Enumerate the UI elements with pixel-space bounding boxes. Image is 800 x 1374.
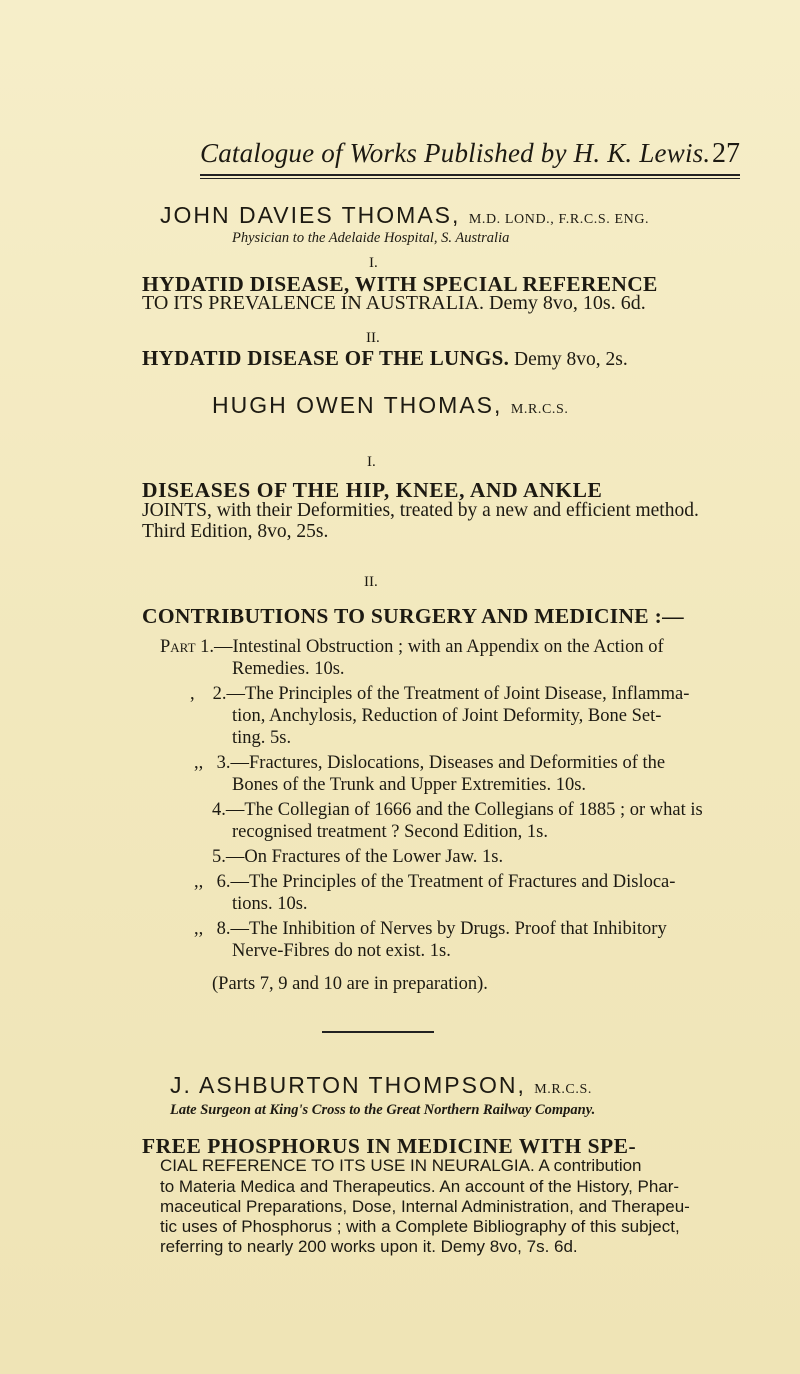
list-item [190,684,689,705]
header-rule-top [200,174,740,176]
header-title: Catalogue of Works Published by H. K. Lewis. [200,138,711,168]
part-prefix: , [190,684,195,704]
running-header [200,138,740,172]
author-name [160,202,649,229]
work-details: referring to nearly 200 works upon it. Demy 8vo, 7s. 6d. [160,1237,578,1256]
list-item [212,847,503,868]
page-number: 27 [712,138,740,169]
work-details: maceutical Preparations, Dose, Internal Administration, and Therapeu- [160,1197,690,1216]
part-prefix: Part [160,637,196,657]
part-prefix: ,, [194,919,204,939]
list-item [194,872,675,893]
work-details: Third Edition, 8vo, 25s. [142,521,329,542]
work-details: TO ITS PREVALENCE IN AUSTRALIA. Demy 8vo, 10s. 6d. [142,292,646,314]
part-text: —The Principles of the Treatment of Joint Disease, Inflamma- [226,684,690,704]
work-numeral: II. [366,330,380,346]
list-item-continuation: tions. 10s. [232,894,308,914]
part-number: 3. [216,753,231,773]
work-details: CIAL REFERENCE TO ITS USE IN NEURALGIA. A contribution [160,1156,642,1175]
work-numeral: II. [364,574,378,590]
list-item [194,919,667,940]
work-details: Demy 8vo, 2s. [514,349,628,370]
part-number: 8. [216,919,231,939]
part-text: —The Inhibition of Nerves by Drugs. Proof that Inhibitory [230,919,667,939]
list-item-continuation: Remedies. 10s. [232,659,345,679]
part-number: 6. [216,872,231,892]
author-name [212,392,569,419]
part-text: —Fractures, Dislocations, Diseases and Deformities of the [230,753,666,773]
author-name-text: JOHN DAVIES THOMAS, [160,202,461,228]
list-item [160,637,664,658]
part-number: 1. [200,637,215,657]
author-degrees: M.D. LOND., F.R.C.S. ENG. [468,212,650,227]
work-numeral: I. [369,255,378,271]
part-prefix: ,, [194,753,204,773]
list-item-continuation: tion, Anchylosis, Reduction of Joint Deformity, Bone Set- [232,706,662,726]
part-text: —The Collegian of 1666 and the Collegians of 1885 ; or what is [225,800,703,820]
list-item-continuation: Nerve-Fibres do not exist. 1s. [232,941,451,961]
part-text: —Intestinal Obstruction ; with an Appendix on the Action of [214,637,664,657]
author-affiliation: Late Surgeon at King's Cross to the Great Northern Railway Company. [170,1102,596,1118]
part-number: 2. [212,684,227,704]
list-item-continuation: recognised treatment ? Second Edition, 1s. [232,822,548,842]
work-details: tic uses of Phosphorus ; with a Complete Bibliography of this subject, [160,1217,680,1236]
work-title: CONTRIBUTIONS TO SURGERY AND MEDICINE :— [142,604,684,628]
list-item [194,753,665,774]
list-item [212,800,703,821]
header-rule-bottom [200,178,740,179]
work-details: JOINTS, with their Deformities, treated by a new and efficient method. [142,500,699,521]
part-prefix: ,, [194,872,204,892]
part-text: —The Principles of the Treatment of Fractures and Disloca- [230,872,676,892]
author-name [170,1072,592,1099]
author-affiliation: Physician to the Adelaide Hospital, S. Australia [232,230,510,246]
part-number: 4. [212,800,226,820]
work-title: FREE PHOSPHORUS IN MEDICINE WITH SPE- [142,1134,637,1158]
list-item-continuation: ting. 5s. [232,728,292,748]
parts-note: (Parts 7, 9 and 10 are in preparation). [212,974,488,994]
section-divider [322,1031,434,1033]
part-text: —On Fractures of the Lower Jaw. 1s. [225,847,504,867]
work-title: HYDATID DISEASE, WITH SPECIAL REFERENCE [142,272,658,296]
list-item-continuation: Bones of the Trunk and Upper Extremities. 10s. [232,775,587,795]
work-details: to Materia Medica and Therapeutics. An account of the History, Phar- [160,1177,680,1196]
author-name-text: HUGH OWEN THOMAS, [212,392,503,418]
work-title: HYDATID DISEASE OF THE LUNGS. [142,346,510,370]
work-title: DISEASES OF THE HIP, KNEE, AND ANKLE [142,478,603,502]
part-number: 5. [212,847,226,867]
author-name-text: J. ASHBURTON THOMPSON, [170,1072,526,1098]
work-entry [142,346,628,371]
author-degrees: M.R.C.S. [534,1082,592,1097]
work-numeral: I. [367,454,376,470]
author-degrees: M.R.C.S. [510,402,569,417]
